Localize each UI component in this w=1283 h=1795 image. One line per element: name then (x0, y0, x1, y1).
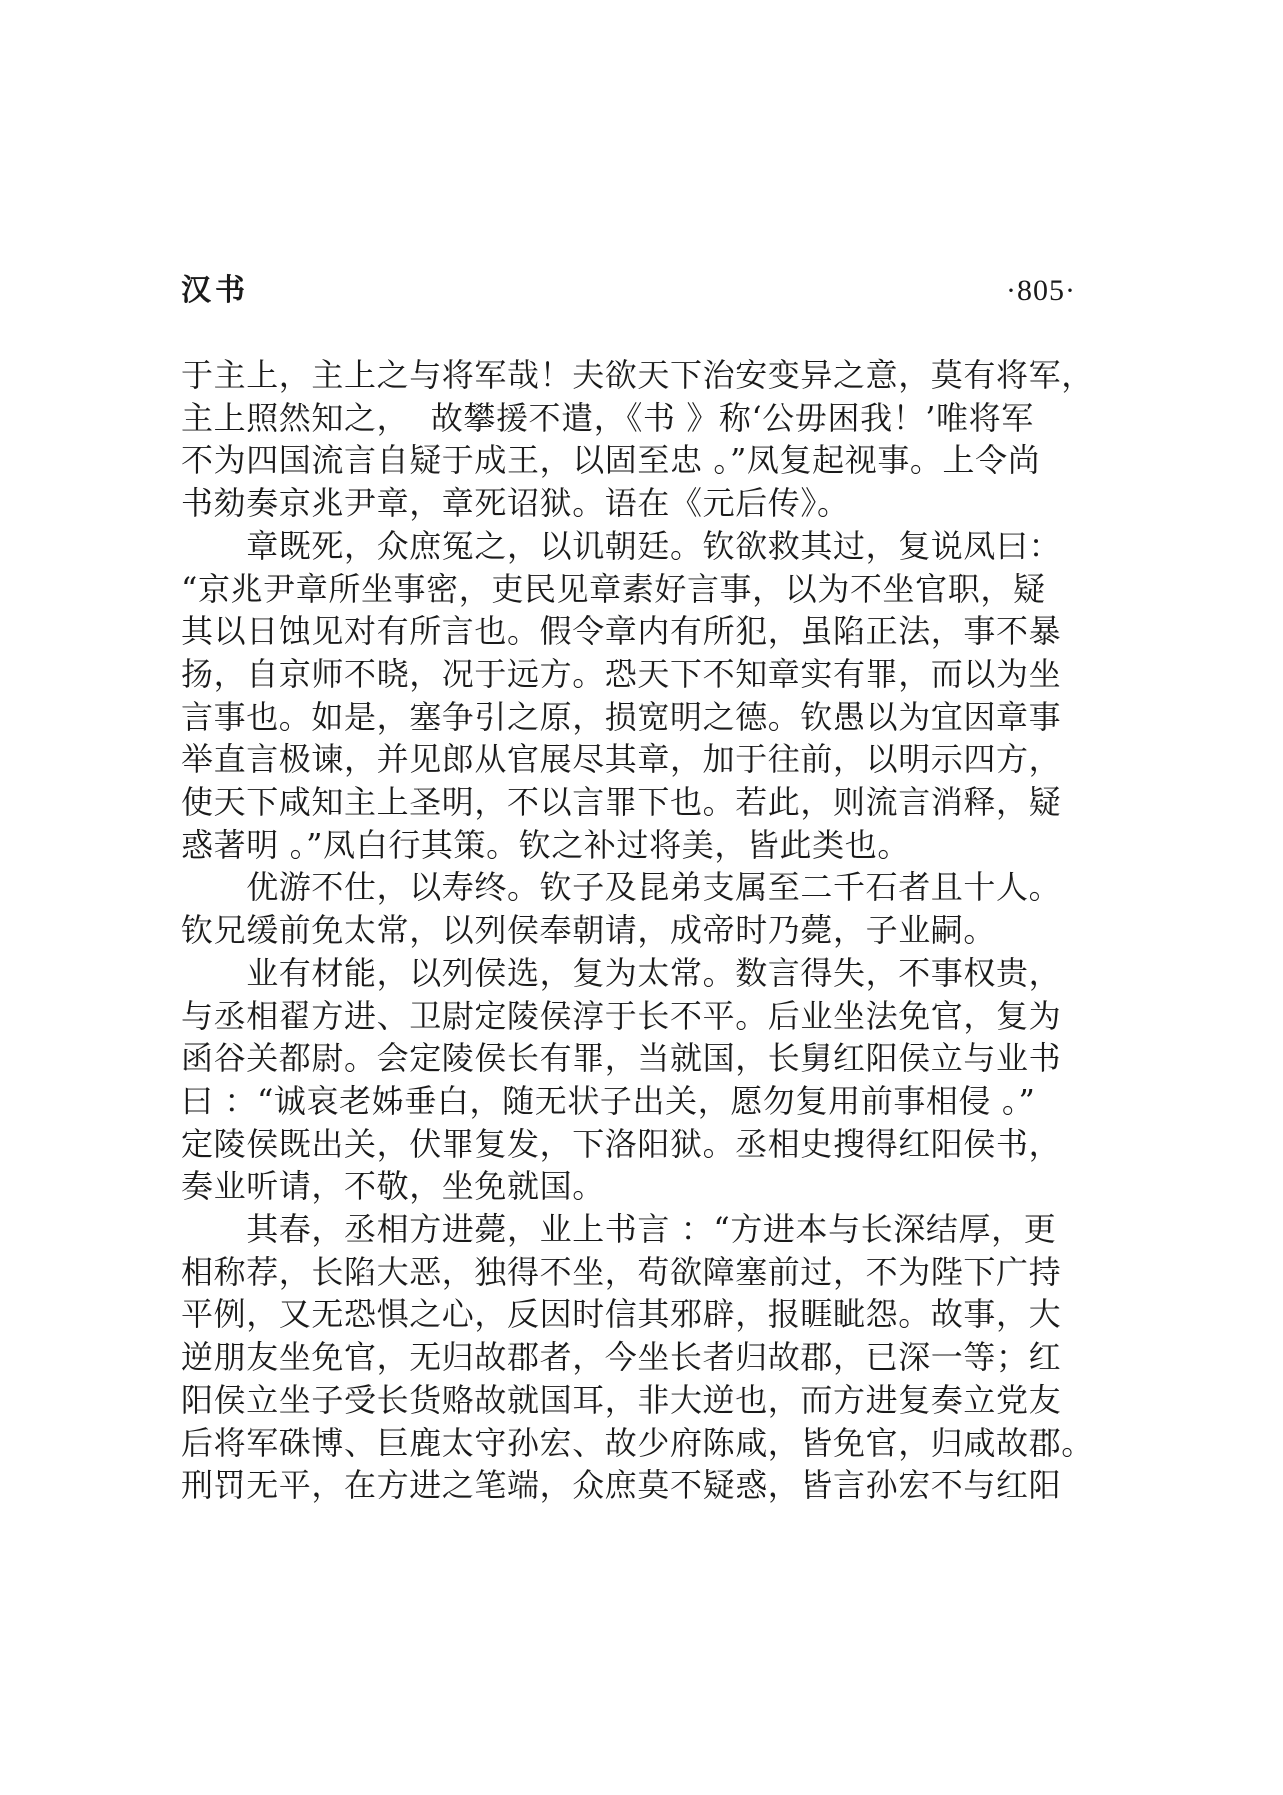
running-head (181, 268, 1076, 314)
text-line: 定陵侯既出关，伏罪复发，下洛阳狱。丞相史搜得红阳侯书， (181, 1124, 1062, 1163)
text-line: 不为四国流言自疑于成王，以固至忠 。”凤复起视事。上令尚 (181, 441, 1041, 480)
text-line: 奏业听请，不敬，坐免就国。 (181, 1167, 605, 1206)
page-number: ·805· (1006, 274, 1076, 307)
text-line: 书劾奏京兆尹章，章死诏狱。语在《元后传》。 (181, 484, 850, 523)
body-text (181, 354, 1094, 1507)
text-line: 主上照然知之， 故攀援不遣，《书 》称‘公毋困我！’唯将军 (181, 398, 1034, 437)
text-line: “京兆尹章所坐事密，吏民见章素好言事，以为不坐官职，疑 (181, 569, 1046, 608)
book-title: 汉书 (181, 273, 249, 308)
text-line: 章既死，众庶冤之，以讥朝廷。钦欲救其过，复说凤曰： (181, 526, 1062, 565)
text-line: 曰 ：“诚哀老姊垂白，随无状子出关，愿勿复用前事相侵 。” (181, 1081, 1036, 1120)
text-line: 其以日蚀见对有所言也。假令章内有所犯，虽陷正法，事不暴 (181, 612, 1062, 651)
text-line: 阳侯立坐子受长货赂故就国耳，非大逆也，而方进复奏立党友 (181, 1380, 1062, 1419)
text-line: 函谷关都尉。会定陵侯长有罪，当就国，长舅红阳侯立与业书 (181, 1039, 1062, 1078)
text-line: 平例，又无恐惧之心，反因时信其邪辟，报睚眦怨。故事，大 (181, 1295, 1062, 1334)
text-line: 业有材能，以列侯选，复为太常。数言得失，不事权贵， (181, 953, 1062, 992)
text-line: 钦兄缓前免太常，以列侯奉朝请，成帝时乃薨，子业嗣。 (181, 911, 997, 950)
text-line: 刑罚无平，在方进之笔端，众庶莫不疑惑，皆言孙宏不与红阳 (181, 1466, 1062, 1505)
text-line: 其春，丞相方进薨，业上书言 ：“方进本与长深结厚，更 (181, 1210, 1057, 1249)
text-line: 言事也。如是，塞争引之原，损宽明之德。钦愚以为宜因章事 (181, 697, 1062, 736)
text-line: 扬，自京师不晓，况于远方。恐天下不知章实有罪，而以为坐 (181, 654, 1062, 693)
text-line: 于主上，主上之与将军哉！夫欲天下治安变异之意，莫有将军， (181, 356, 1094, 394)
text-line: 举直言极谏，并见郎从官展尽其章，加于往前，以明示四方， (181, 740, 1062, 779)
text-line: 与丞相翟方进、卫尉定陵侯淳于长不平。后业坐法免官，复为 (181, 996, 1062, 1035)
text-line: 后将军硃博、巨鹿太守孙宏、故少府陈咸，皆免官，归咸故郡。 (181, 1423, 1094, 1462)
text-line: 惑著明 。”凤白行其策。钦之补过将美，皆此类也。 (181, 825, 910, 864)
text-line: 逆朋友坐免官，无归故郡者，今坐长者归故郡，已深一等；红 (181, 1338, 1062, 1377)
text-line: 相称荐，长陷大恶，独得不坐，苟欲障塞前过，不为陛下广持 (181, 1252, 1062, 1291)
text-line: 使天下咸知主上圣明，不以言罪下也。若此，则流言消释，疑 (181, 783, 1062, 822)
text-line: 优游不仕，以寿终。钦子及昆弟支属至二千石者且十人。 (181, 868, 1062, 907)
